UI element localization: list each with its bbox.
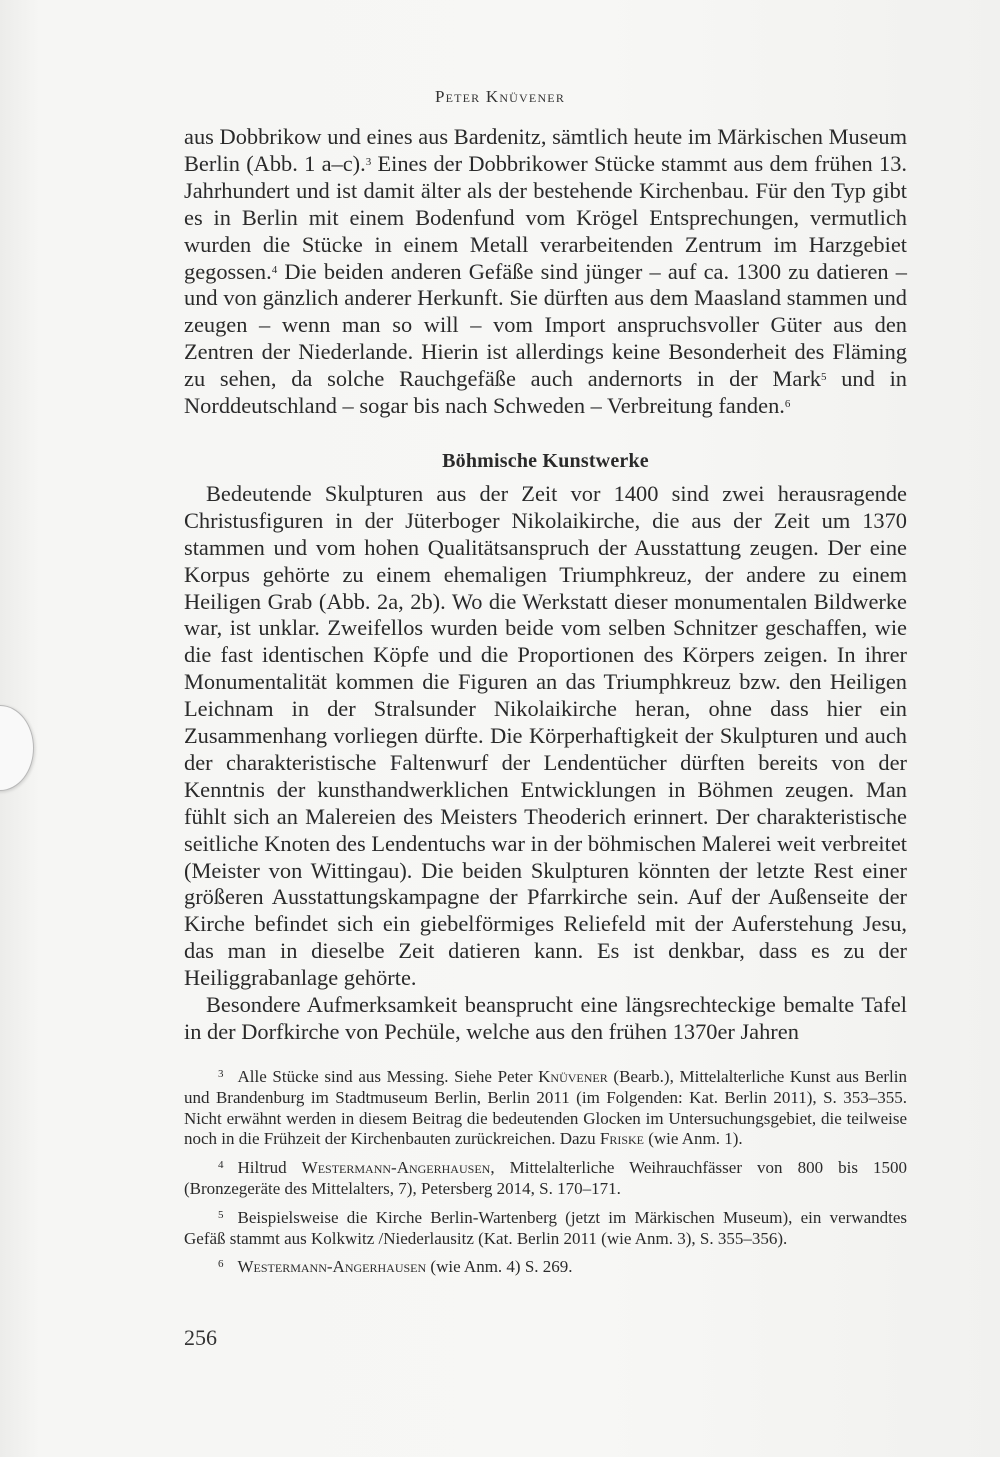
footnote-text: , Mittelalterliche Weihrauchfässer von 800 bis 1500 (Bronzegeräte des Mittelalters, 7), Petersberg 2014, S. 170–171. [184,1158,908,1198]
page-number: 256 [184,1325,217,1350]
footnote-ref-5[interactable]: 5 [820,371,827,384]
paragraph-1-text-c: Die beiden anderen Gefäße sind jünger – auf ca. 1300 zu datieren – und von gänzlich anderer Herkunft. Sie dürften aus dem Maasland stammen und zeugen – wenn man so will – vom Import anspruchsvoller Güter aus den Zentren der Niederlande. Hierin ist allerdings keine Besonderheit des Fläming zu sehen, da solche Rauchgefäße auch andernorts in der Mark [184,258,907,392]
main-text [184,124,907,1046]
footnote-number: 4 [218,1159,224,1172]
section-heading: Böhmische Kunstwerke [442,449,649,472]
footnote-5 [184,1205,907,1250]
paragraph-3: Besondere Aufmerksamkeit beansprucht eine längsrechteckige bemalte Tafel in der Dorfkirche von Pechüle, welche aus den frühen 1370er Jahren [184,992,907,1044]
footnote-text: Hiltrud [237,1158,302,1178]
footnote-ref-3[interactable]: 3 [365,155,372,168]
footnote-ref-6[interactable]: 6 [784,398,791,411]
footnote-author: Knüvener [538,1067,608,1086]
footnote-text: (wie Anm. 1). [643,1129,743,1149]
footnote-author: Westermann-Angerhausen [301,1158,491,1178]
paragraph-1-text-b: Eines der Dobbrikower Stücke stammt aus dem frühen 13. Jahrhundert und ist damit älter als der bestehende Kirchenbau. Für den Typ gibt es in Berlin mit einem Bodenfund vom Krögel Entsprechungen, vermutlich wurden die Stücke in einem Metall verarbeitenden Zentrum im Harzgebiet gegossen. [184,150,907,284]
footnote-ref-4[interactable]: 4 [271,263,278,276]
binding-hole [0,705,34,791]
paragraph-1-text-a: aus Dobbrikow und eines aus Bardenitz, sämtlich heute im Märkischen Museum Berlin (Abb. 1 a–c). [184,124,907,176]
footnote-author: Westermann-Angerhausen [237,1257,427,1277]
footnotes [184,1064,907,1283]
footnote-text: (wie Anm. 4) S. 269. [426,1257,573,1277]
footnote-4 [184,1155,907,1200]
paragraph-2: Bedeutende Skulpturen aus der Zeit vor 1400 sind zwei herausragende Christusfiguren in der Jüterboger Nikolaikirche, die aus der Zeit um 1370 stammen und vom hohen Qualitätsanspruch der Ausstattung zeugen. Der eine Korpus gehörte zu einem ehemaligen Triumphkreuz, der andere zu einem Heiligen Grab (Abb. 2a, 2b). Wo die Werkstatt dieser monumentalen Bildwerke war, ist unklar. Zweifellos wurden beide vom selben Schnitzer geschaffen, wie die fast identischen Köpfe und die Proportionen des Körpers zeigen. In ihrer Monumentalität kommen die Figuren an das Triumphkreuz bzw. den Heiligen Leichnam in der Stralsunder Nikolaikirche heran, ohne dass hier ein Zusammenhang vorliegen dürfte. Die Körperhaftigkeit der Skulpturen und auch der charakteristische Faltenwurf der Lendentücher dürften bereits von der Kenntnis der kunsthandwerklichen Entwicklungen in Böhmen zeugen. Man fühlt sich an Malereien des Meisters Theoderich erinnert. Der charakteristische seitliche Knoten des Lendentuchs war in der böhmischen Malerei weit verbreitet (Meister von Wittingau). Die beiden Skulpturen könnten der letzte Rest einer größeren Ausstattungskampagne der Pfarrkirche sein. Auf der Außenseite der Kirche befindet sich ein giebelförmiges Reliefeld mit der Auferstehung Jesu, das man in dieselbe Zeit datieren kann. Es ist denkbar, dass es zu der Heiliggrabanlage gehörte. [184,480,907,991]
footnote-author: Friske [599,1129,644,1149]
running-head: Peter Knüvener [434,87,566,106]
footnote-number: 6 [218,1258,224,1271]
footnote-text: Beispielsweise die Kirche Berlin-Wartenberg (jetzt im Märkischen Museum), ein verwandtes Gefäß stammt aus Kolkwitz /Niederlausitz (Kat. Berlin 2011 (wie Anm. 3), S. 355–356). [184,1207,907,1248]
paragraph-1-text-d: und in Norddeutschland – sogar bis nach Schweden – Verbreitung fanden. [184,366,907,419]
paragraph-1 [184,124,907,420]
footnote-3 [184,1064,907,1150]
footnote-number: 5 [218,1208,224,1221]
footnote-6 [184,1254,907,1278]
footnote-number: 3 [218,1068,224,1080]
footnote-text: (Bearb.), Mittelalterliche Kunst aus Berlin und Brandenburg im Stadtmuseum Berlin, Berlin 2011 (im Folgenden: Kat. Berlin 2011), S. 353–355. Nicht erwähnt werden in diesem Beitrag die bedeutenden Glocken im Untersuchungsgebiet, die teilweise noch in die Frühzeit der Kirchenbauten zurückreichen. Dazu [184,1067,907,1149]
footnote-text: Alle Stücke sind aus Messing. Siehe Peter [237,1067,539,1086]
